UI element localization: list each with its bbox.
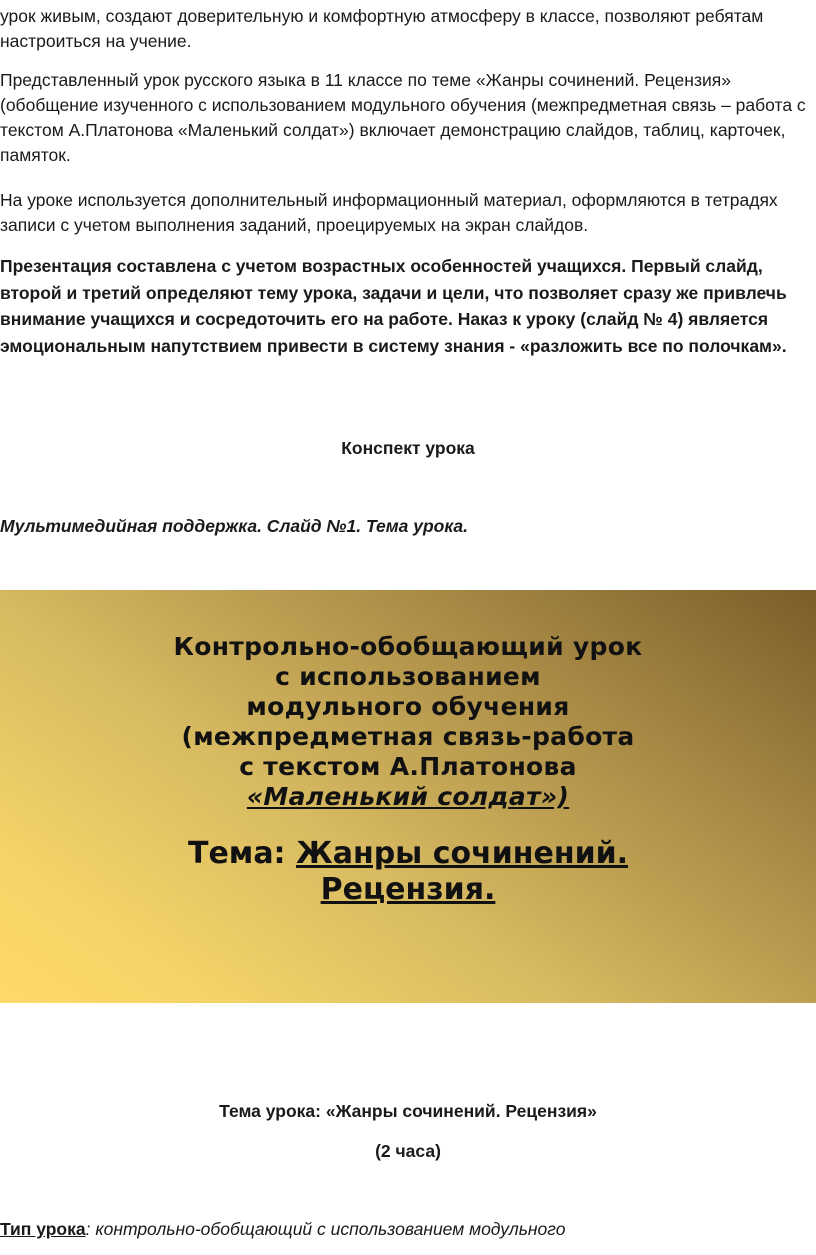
slide-title-line: модульного обучения: [246, 692, 570, 721]
slide-topic-prefix: Тема:: [187, 836, 297, 871]
slide-topic-line-1: [40, 836, 776, 872]
intro-paragraph-continuation: урок живым, создают доверительную и комфортную атмосферу в классе, позволяют ребятам настроиться на учение.: [0, 6, 764, 51]
slide-title-line: Контрольно-обобщающий урок: [173, 632, 643, 661]
konspekt-heading: Конспект урока: [341, 438, 475, 458]
lesson-type-value: : контрольно-обобщающий с использованием модульного: [85, 1219, 566, 1239]
slide-image: [0, 590, 816, 1003]
presentation-paragraph: Презентация составлена с учетом возрастных особенностей учащихся. Первый слайд, второй и третий определяют тему урока, задачи и цели, что позволяет сразу же привлечь внимание учащихся и сосредоточить его на работе. Наказ к уроку (слайд № 4) является эмоциональным напутствием привести в систему знания - «разложить все по полочкам».: [0, 256, 787, 356]
lesson-description-paragraph: Представленный урок русского языка в 11 классе по теме «Жанры сочинений. Рецензия» (обобщение изученного с использованием модульного обучения (межпредметная связь – работа с текстом А.Платонова «Маленький солдат») включает демонстрацию слайдов, таблиц, карточек, памяток.: [0, 70, 806, 165]
slide-title-underlined: «Маленький солдат»): [246, 782, 570, 811]
slide-content: [40, 632, 776, 908]
lesson-type-label: Тип урока: [0, 1219, 86, 1239]
slide-topic: [40, 836, 776, 908]
lesson-hours: (2 часа): [375, 1141, 441, 1161]
slide-title-line: с текстом А.Платонова: [239, 752, 577, 781]
slide-title: [40, 632, 776, 812]
slide-title-line: с использованием: [275, 662, 541, 691]
lesson-type: [0, 1217, 816, 1242]
slide-title-line: (межпредметная связь-работа: [181, 722, 635, 751]
lesson-topic: Тема урока: «Жанры сочинений. Рецензия»: [219, 1101, 597, 1121]
materials-paragraph: На уроке используется дополнительный информационный материал, оформляются в тетрадях записи с учетом выполнения заданий, проецируемых на экран слайдов.: [0, 190, 778, 235]
slide-topic-value-1: Жанры сочинений.: [296, 836, 629, 871]
multimedia-caption: Мультимедийная поддержка. Слайд №1. Тема урока.: [0, 516, 469, 536]
slide-topic-value-2: Рецензия.: [320, 872, 496, 907]
